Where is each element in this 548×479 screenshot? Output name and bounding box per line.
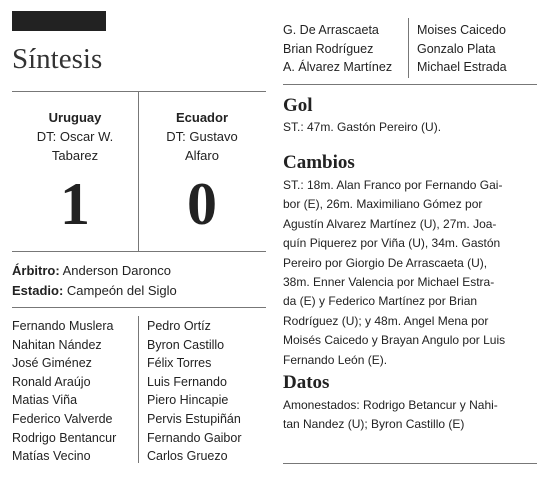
data-heading: Datos — [283, 372, 330, 393]
home-team-name: Uruguay — [48, 110, 102, 125]
away-lineup — [147, 317, 242, 466]
team-separator — [138, 91, 139, 251]
divider — [283, 84, 537, 85]
away-score: 0 — [187, 171, 217, 237]
list-item: Rodrigo Bentancur — [12, 430, 117, 445]
list-item: Michael Estrada — [417, 60, 507, 75]
divider — [283, 463, 537, 464]
list-item: José Giménez — [12, 356, 92, 371]
list-item: Fernando Muslera — [12, 319, 114, 333]
list-item: Carlos Gruezo — [147, 449, 228, 464]
goal-heading: Gol — [283, 95, 313, 116]
referee-label: Árbitro: — [12, 263, 60, 278]
text-line: Agustín Alvarez Martínez (U), 27m. Joa- — [283, 216, 497, 231]
home-coach-line1: DT: Oscar W. — [36, 129, 114, 144]
lineup-separator — [138, 316, 139, 463]
list-item: Nahitan Nández — [12, 337, 102, 352]
text-line: Amonestados: Rodrigo Betancur y Nahi- — [283, 398, 498, 412]
list-item: Pervis Estupiñán — [147, 411, 241, 426]
text-line: Pereiro por Giorgio De Arrascaeta (U), — [283, 255, 488, 270]
list-item: Matías Vecino — [12, 449, 91, 464]
away-lineup-continued — [417, 21, 507, 77]
goal-text: ST.: 47m. Gastón Pereiro (U). — [283, 120, 442, 134]
away-coach-line1: DT: Gustavo — [166, 129, 238, 144]
list-item: G. De Arrascaeta — [283, 23, 379, 37]
stadium-value: Campeón del Siglo — [63, 283, 177, 298]
changes-heading: Cambios — [283, 152, 355, 173]
divider — [12, 307, 266, 308]
page-title: Síntesis — [12, 43, 103, 75]
home-lineup — [12, 317, 116, 466]
text-line: Fernando León (E). — [283, 352, 388, 367]
lineup-separator — [408, 18, 409, 78]
list-item: A. Álvarez Martínez — [283, 60, 393, 75]
away-team-name: Ecuador — [175, 110, 228, 125]
away-coach-line2: Alfaro — [185, 148, 219, 163]
list-item: Moises Caicedo — [417, 23, 506, 37]
list-item: Piero Hincapie — [147, 393, 229, 408]
text-line: Rodríguez (U); y 48m. Angel Mena por — [283, 313, 489, 328]
list-item: Fernando Gaibor — [147, 430, 242, 445]
stadium-line — [12, 281, 177, 301]
divider — [12, 251, 266, 252]
text-line: 38m. Enner Valencia por Michael Estra- — [283, 275, 495, 290]
stadium-label: Estadio: — [12, 283, 64, 298]
text-line: quín Piquerez por Viña (U), 34m. Gastón — [283, 236, 501, 251]
list-item: Ronald Araújo — [12, 374, 91, 389]
text-line: bor (E), 26m. Maximiliano Gómez por — [283, 197, 483, 212]
referee-value: Anderson Daronco — [59, 263, 171, 278]
text-line: Moisés Caicedo y Brayan Angulo por Luis — [283, 333, 506, 348]
away-team — [139, 108, 265, 165]
list-item: Federico Valverde — [12, 411, 113, 426]
list-item: Matias Viña — [12, 393, 78, 408]
list-item: Félix Torres — [147, 356, 212, 371]
home-team — [12, 108, 138, 165]
home-score: 1 — [60, 171, 90, 237]
list-item: Luis Fernando — [147, 374, 227, 389]
text-line: tan Nandez (U); Byron Castillo (E) — [283, 417, 465, 432]
text-line: da (E) y Federico Martínez por Brian — [283, 294, 478, 309]
data-text — [283, 396, 538, 435]
list-item: Brian Rodríguez — [283, 41, 374, 56]
section-marker-bar — [12, 11, 106, 31]
list-item: Pedro Ortíz — [147, 319, 211, 333]
divider — [12, 91, 266, 92]
home-coach-line2: Tabarez — [51, 148, 99, 163]
list-item: Byron Castillo — [147, 337, 225, 352]
list-item: Gonzalo Plata — [417, 41, 496, 56]
text-line: ST.: 18m. Alan Franco por Fernando Gai- — [283, 178, 503, 192]
referee-line — [12, 261, 171, 281]
home-lineup-continued — [283, 21, 392, 77]
changes-text — [283, 176, 538, 370]
